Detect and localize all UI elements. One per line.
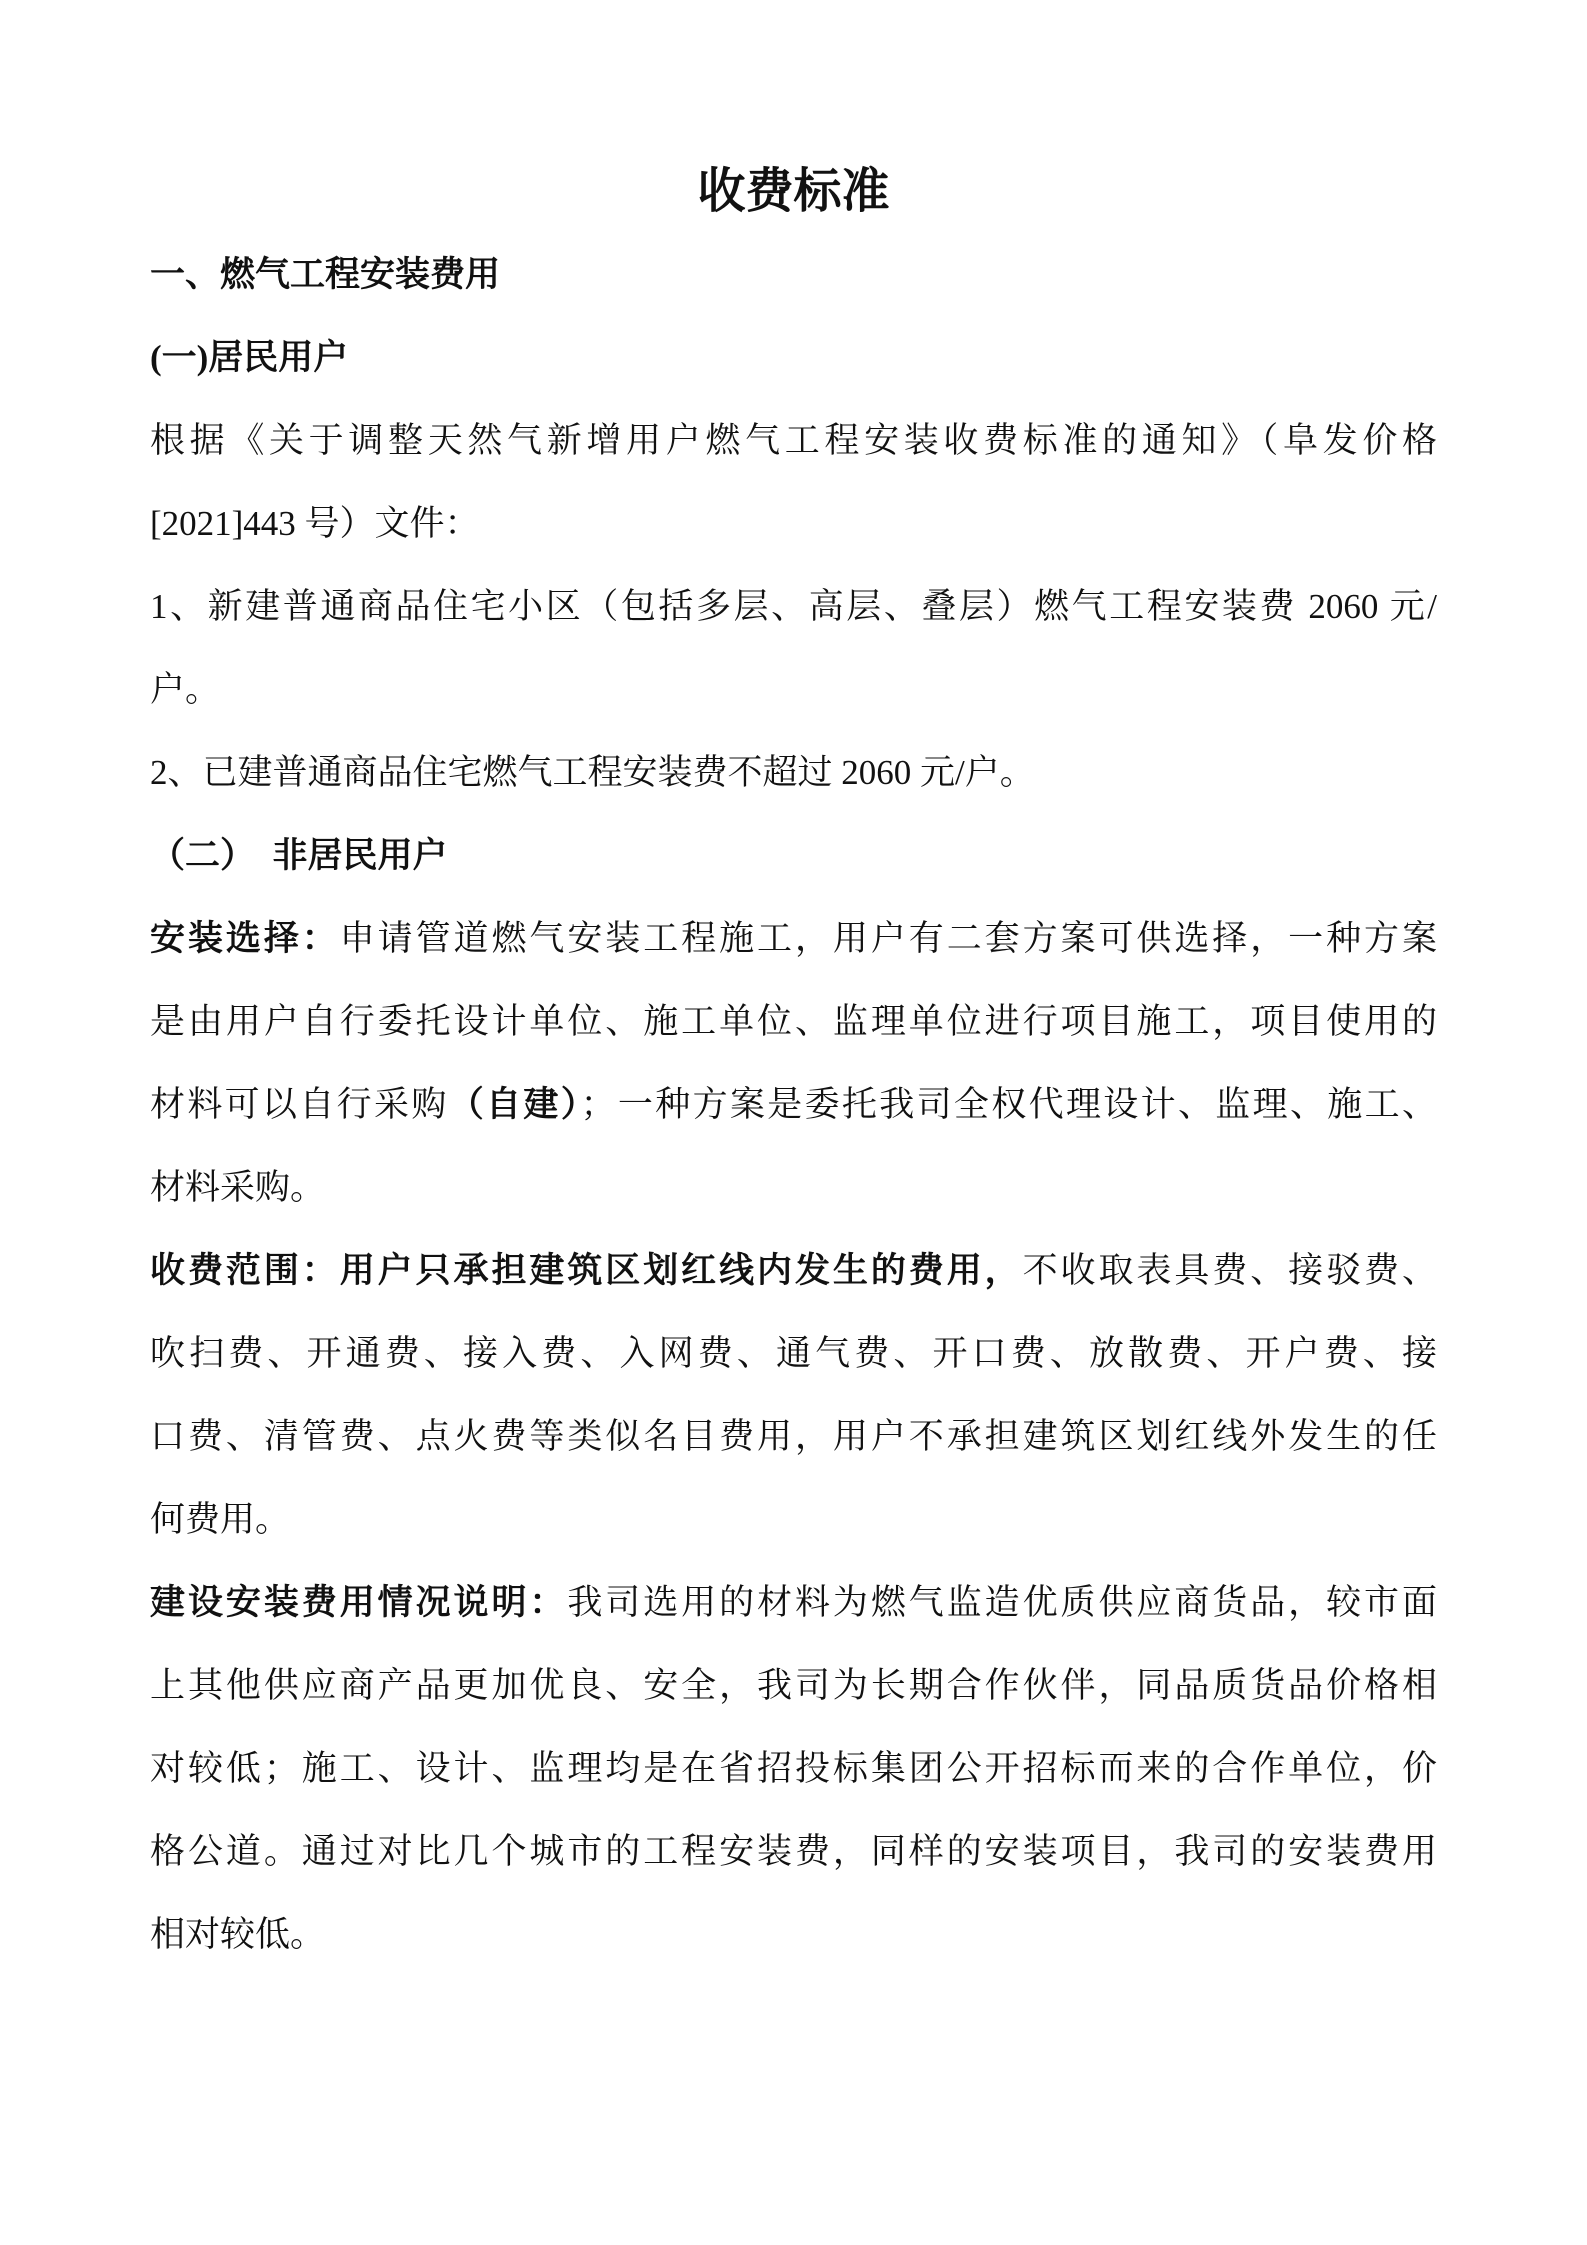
text-line	[150, 648, 1437, 731]
subsection-heading-residential-users: (一)居民用户	[150, 338, 349, 377]
text-run: 材料可以自行采购	[150, 1085, 449, 1124]
text-run: 户。	[150, 670, 221, 709]
text-run: 是由用户自行委托设计单位、施工单位、监理单位进行项目施工，项目使用的	[150, 1002, 1437, 1041]
text-run: 格公道。通过对比几个城市的工程安装费，同样的安装项目，我司的安装费用	[150, 1832, 1437, 1871]
text-line	[150, 897, 1437, 980]
text-run: 1、新建普通商品住宅小区（包括多层、高层、叠层）燃气工程安装费 2060 元/	[150, 587, 1437, 626]
text-line	[150, 731, 1437, 814]
paragraph-cost-explanation	[150, 1561, 1437, 1976]
paragraph-fee-scope	[150, 1229, 1437, 1561]
text-run: 相对较低。	[150, 1915, 326, 1954]
bold-text-run: （自建）	[448, 1085, 581, 1124]
text-run: 申请管道燃气安装工程施工，用户有二套方案可供选择，一种方案	[339, 919, 1437, 958]
text-line	[150, 1229, 1437, 1312]
text-run: 上其他供应商产品更加优良、安全，我司为长期合作伙伴，同品质货品价格相	[150, 1666, 1437, 1705]
text-line	[150, 482, 1437, 565]
text-line	[150, 1893, 1437, 1976]
paragraph-existing-housing-fee	[150, 731, 1437, 814]
text-run: 何费用。	[150, 1500, 291, 1539]
text-line	[150, 1146, 1437, 1229]
subsection-heading-non-residential-users: （二） 非居民用户	[150, 836, 448, 875]
text-run: 根据《关于调整天然气新增用户燃气工程安装收费标准的通知》（阜发价格	[150, 421, 1437, 460]
text-line	[150, 980, 1437, 1063]
text-run: 不收取表具费、接驳费、	[1022, 1251, 1437, 1290]
text-line	[150, 1395, 1437, 1478]
paragraph-installation-choice	[150, 897, 1437, 1229]
text-line	[150, 1478, 1437, 1561]
text-run: 我司选用的材料为燃气监造优质供应商货品，较市面	[567, 1583, 1437, 1622]
text-line	[150, 399, 1437, 482]
text-run: 材料采购。	[150, 1168, 326, 1207]
text-run: 2、已建普通商品住宅燃气工程安装费不超过 2060 元/户。	[150, 753, 1035, 792]
text-line	[150, 1561, 1437, 1644]
text-run: 吹扫费、开通费、接入费、入网费、通气费、开口费、放散费、开户费、接	[150, 1334, 1437, 1373]
document-content	[150, 150, 1437, 1976]
section-heading-gas-installation-fees: 一、燃气工程安装费用	[150, 255, 501, 294]
paragraph-policy-basis	[150, 399, 1437, 565]
text-run: 对较低；施工、设计、监理均是在省招投标集团公开招标而来的合作单位，价	[150, 1749, 1437, 1788]
page-title: 收费标准	[697, 165, 890, 218]
text-line	[150, 1810, 1437, 1893]
text-run: ；一种方案是委托我司全权代理设计、监理、施工、	[580, 1085, 1437, 1124]
bold-text-run: 建设安装费用情况说明：	[150, 1583, 568, 1622]
text-line	[150, 1312, 1437, 1395]
text-run: 口费、清管费、点火费等类似名目费用，用户不承担建筑区划红线外发生的任	[150, 1417, 1437, 1456]
paragraph-new-housing-fee	[150, 565, 1437, 731]
bold-text-run: 安装选择：	[150, 919, 340, 958]
text-line	[150, 1063, 1437, 1146]
text-run: [2021]443 号）文件：	[150, 504, 480, 543]
bold-text-run: 收费范围：用户只承担建筑区划红线内发生的费用，	[150, 1251, 1023, 1290]
text-line	[150, 1644, 1437, 1727]
text-line	[150, 1727, 1437, 1810]
text-line	[150, 565, 1437, 648]
